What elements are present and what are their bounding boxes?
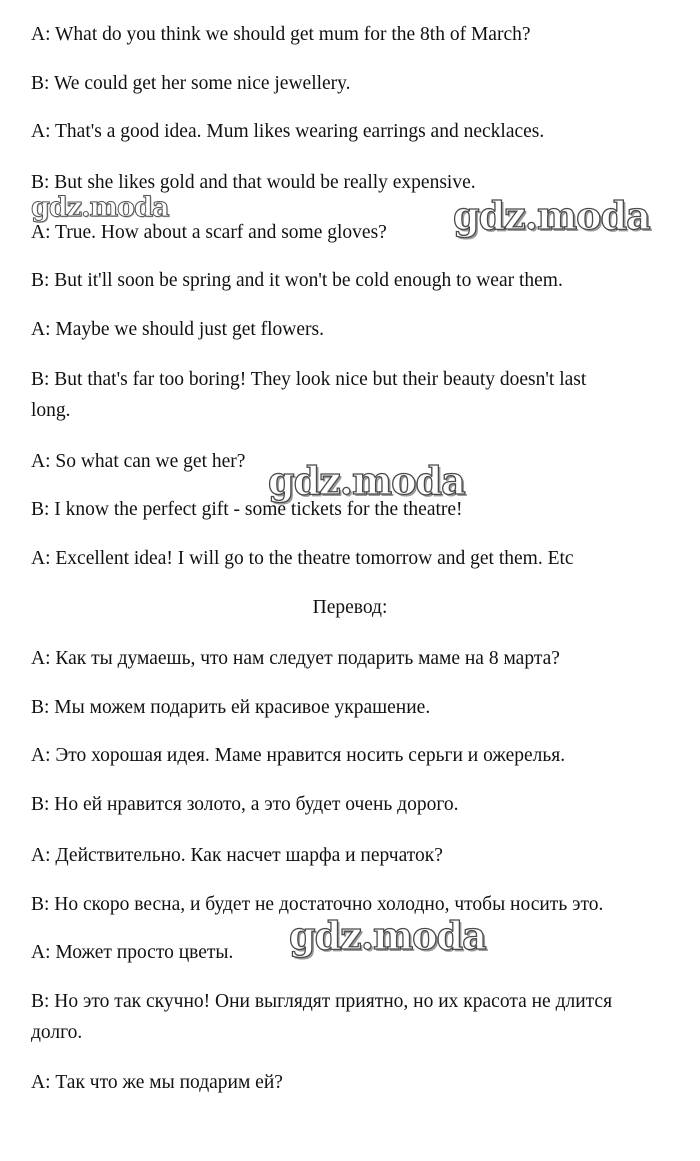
dialogue-line-ru: A: Так что же мы подарим ей? [31,1072,283,1093]
dialogue-line-en: A: What do you think we should get mum for the 8th of March? [31,24,531,45]
dialogue-line-en: B: But that's far too boring! They look nice but their beauty doesn't last [31,369,587,390]
dialogue-line-ru: A: Действительно. Как насчет шарфа и перчаток? [31,845,443,866]
dialogue-line-ru: A: Может просто цветы. [31,942,234,963]
dialogue-line-en: B: I know the perfect gift - some tickets for the theatre! [31,499,463,520]
dialogue-line-ru: A: Это хорошая идея. Маме нравится носить серьги и ожерелья. [31,745,566,766]
watermark: gdz.moda [289,913,486,958]
dialogue-line-ru-continuation: долго. [31,1022,83,1043]
dialogue-line-ru: B: Но это так скучно! Они выглядят приятно, но их красота не длится [31,991,613,1012]
dialogue-line-ru: A: Как ты думаешь, что нам следует подарить маме на 8 марта? [31,648,560,669]
dialogue-line-en: A: So what can we get her? [31,451,246,472]
dialogue-line-ru: B: Мы можем подарить ей красивое украшение. [31,697,431,718]
translation-heading: Перевод: [312,597,388,618]
dialogue-line-en: B: We could get her some nice jewellery. [31,73,351,94]
dialogue-line-en: B: But she likes gold and that would be really expensive. [31,172,476,193]
dialogue-line-ru: B: Но скоро весна, и будет не достаточно холодно, чтобы носить это. [31,894,604,915]
watermark: gdz.moda [31,192,169,223]
watermark: gdz.moda [268,458,465,503]
watermark: gdz.moda [453,193,650,238]
dialogue-line-en-continuation: long. [31,400,71,421]
dialogue-line-en: B: But it'll soon be spring and it won't be cold enough to wear them. [31,270,563,291]
dialogue-line-en: A: Excellent idea! I will go to the theatre tomorrow and get them. Etc [31,548,574,569]
dialogue-line-en: A: True. How about a scarf and some gloves? [31,222,387,243]
dialogue-line-ru: B: Но ей нравится золото, а это будет очень дорого. [31,794,459,815]
dialogue-line-en: A: That's a good idea. Mum likes wearing earrings and necklaces. [31,121,545,142]
dialogue-line-en: A: Maybe we should just get flowers. [31,319,324,340]
